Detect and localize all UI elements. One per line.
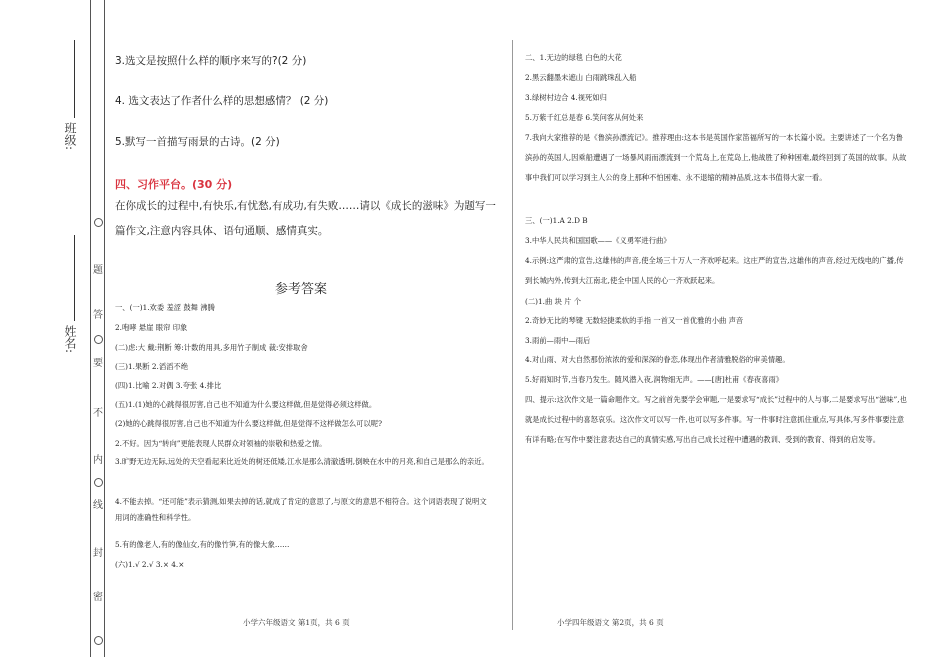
seal-circle — [94, 636, 103, 645]
answer-line: (六)1.√ 2.√ 3.× 4.× — [115, 560, 185, 569]
answer-line: 3.旷野无边无际,远处的天空看起来比近处的树还低矮,江水是那么清澈透明,倒映在水中的月亮,和自己是那么的亲近。 — [115, 457, 489, 466]
answer-line: 5.好雨知时节,当春乃发生。随风潜入夜,润物细无声。——[唐]杜甫《春夜喜雨》 — [525, 375, 784, 384]
answer-line: (二)1.曲 块 片 个 — [525, 297, 582, 306]
column-divider — [512, 40, 513, 630]
right-page — [525, 0, 920, 657]
answer-line: 2.奇妙无比的琴键 无数轻捷柔软的手指 一首又一首优雅的小曲 声音 — [525, 316, 744, 325]
answer-line: 2.不好。因为“转向”更能表现人民群众对领袖的崇敬和热爱之情。 — [115, 439, 327, 448]
left-page — [115, 0, 500, 657]
seal-char: 不 — [93, 408, 103, 419]
right-footer: 小学四年级语文 第2页，共 6 页 — [557, 618, 664, 627]
binding-line-inner — [104, 0, 105, 657]
seal-char: 线 — [93, 500, 103, 511]
answer-line: 4.不能去掉。“还可能”表示猜测,如果去掉的话,就成了肯定的意思了,与原文的意思不相符合。这个词语表现了说明文用词的准确性和科学性。 — [115, 497, 487, 522]
answer-line: 2.咆哮 悬崖 眼帘 印象 — [115, 323, 188, 332]
answer-title: 参考答案 — [275, 282, 328, 297]
left-footer: 小学六年级语文 第1页，共 6 页 — [243, 618, 350, 627]
answer-line: 2.黑云翻墨未遮山 白雨跳珠乱入船 — [525, 73, 637, 82]
answer-line: 4.示例:这严肃的宣告,这雄伟的声音,使全场三十万人一齐欢呼起来。这庄严的宣告,这雄伟的声音,经过无线电的广播,传到长城内外,传到大江南北,使全中国人民的心一齐欢跃起来。 — [525, 256, 904, 285]
answer-line: (2)她的心跳得很厉害,自己也不知道为什么要这样做,但是觉得不这样做怎么可以呢? — [115, 419, 382, 428]
seal-circle — [94, 335, 103, 344]
answer-line: 3.雨前—雨中—雨后 — [525, 336, 591, 345]
answer-line: (三)1.果断 2.滔滔不绝 — [115, 362, 189, 371]
answer-line: 7.我向大家推荐的是《鲁滨孙漂流记》。推荐理由:这本书是英国作家笛福所写的一本长篇小说。主要讲述了一个名为鲁滨孙的英国人,因乘船遭遇了一场暴风雨而漂流到一个荒岛上,在荒岛上,他战胜了种种困难,最终回到了英国的故事。从故事中我们可以学习到主人公的身上那种不怕困难、永不退缩的精神品质,这本书值得大家一看。 — [525, 133, 907, 182]
answer-line: 四、提示:这次作文是一篇命题作文。写之前首先要学会审题,一是要求写“成长”过程中的人与事,二是要求写出“滋味”,也就是成长过程中的喜怒哀乐。这次作文可以写一件,也可以写多件事。写一件事时注意抓住重点,写具体,写多件事要注意有详有略;在写作中要注意表达自己的真情实感,写出自己成长过程中遭遇的教训、受到的教育、得到的启发等。 — [525, 395, 907, 444]
name-underline — [74, 235, 75, 321]
seal-char: 封 — [93, 548, 103, 559]
class-underline — [74, 40, 75, 118]
seal-char: 密 — [93, 592, 103, 603]
answer-line: (五)1.(1)她的心跳得很厉害,自己也不知道为什么要这样做,但是觉得必须这样做。 — [115, 400, 377, 409]
question-3: 3.选文是按照什么样的顺序来写的?(2 分) — [115, 55, 307, 67]
seal-char: 要 — [93, 358, 103, 369]
answer-line: 一、(一)1.欢委 羞涩 鼓舞 沸腾 — [115, 303, 215, 312]
answer-line: (四)1.比喻 2.对偶 3.夸张 4.排比 — [115, 381, 222, 390]
seal-char: 题 — [93, 265, 103, 276]
seal-char: 答 — [93, 310, 103, 321]
answer-line: 5.有的像老人,有的像仙女,有的像竹笋,有的像大象…… — [115, 540, 290, 549]
binding-strip — [0, 0, 108, 657]
answer-line: (二)虑:大 戴:荆断 筹:计数的用具,多用竹子制成 裁:安排取舍 — [115, 343, 308, 352]
section4-title: 四、习作平台。(30 分) — [115, 178, 233, 191]
answer-line: 4.对山雨、对大自然那份浓浓的爱和深深的眷恋,体现出作者清雅脱俗的审美情趣。 — [525, 355, 790, 364]
answer-line: 5.万紫千红总是春 6.笑问客从何处来 — [525, 113, 644, 122]
answer-line: 三、(一)1.A 2.D B — [525, 216, 588, 225]
name-label: 姓名: — [63, 325, 77, 354]
question-4: 4. 选文表达了作者什么样的思想感情？ (2 分) — [115, 95, 329, 107]
class-label: 班级: — [63, 122, 77, 151]
answer-line: 3.中华人民共和国国歌——《义勇军进行曲》 — [525, 236, 671, 245]
section4-prompt: 在你成长的过程中,有快乐,有忧愁,有成功,有失败……请以《成长的滋味》为题写一篇作文,注意内容具体、语句通顺、感情真实。 — [115, 200, 496, 237]
answer-line: 二、1.无边的绿毯 白色的大花 — [525, 53, 622, 62]
seal-circle — [94, 478, 103, 487]
seal-char: 内 — [93, 455, 103, 466]
seal-circle — [94, 218, 103, 227]
binding-line-outer — [90, 0, 91, 657]
answer-line: 3.绿树村边合 4.视死如归 — [525, 93, 607, 102]
question-5: 5.默写一首描写雨景的古诗。(2 分) — [115, 136, 280, 148]
